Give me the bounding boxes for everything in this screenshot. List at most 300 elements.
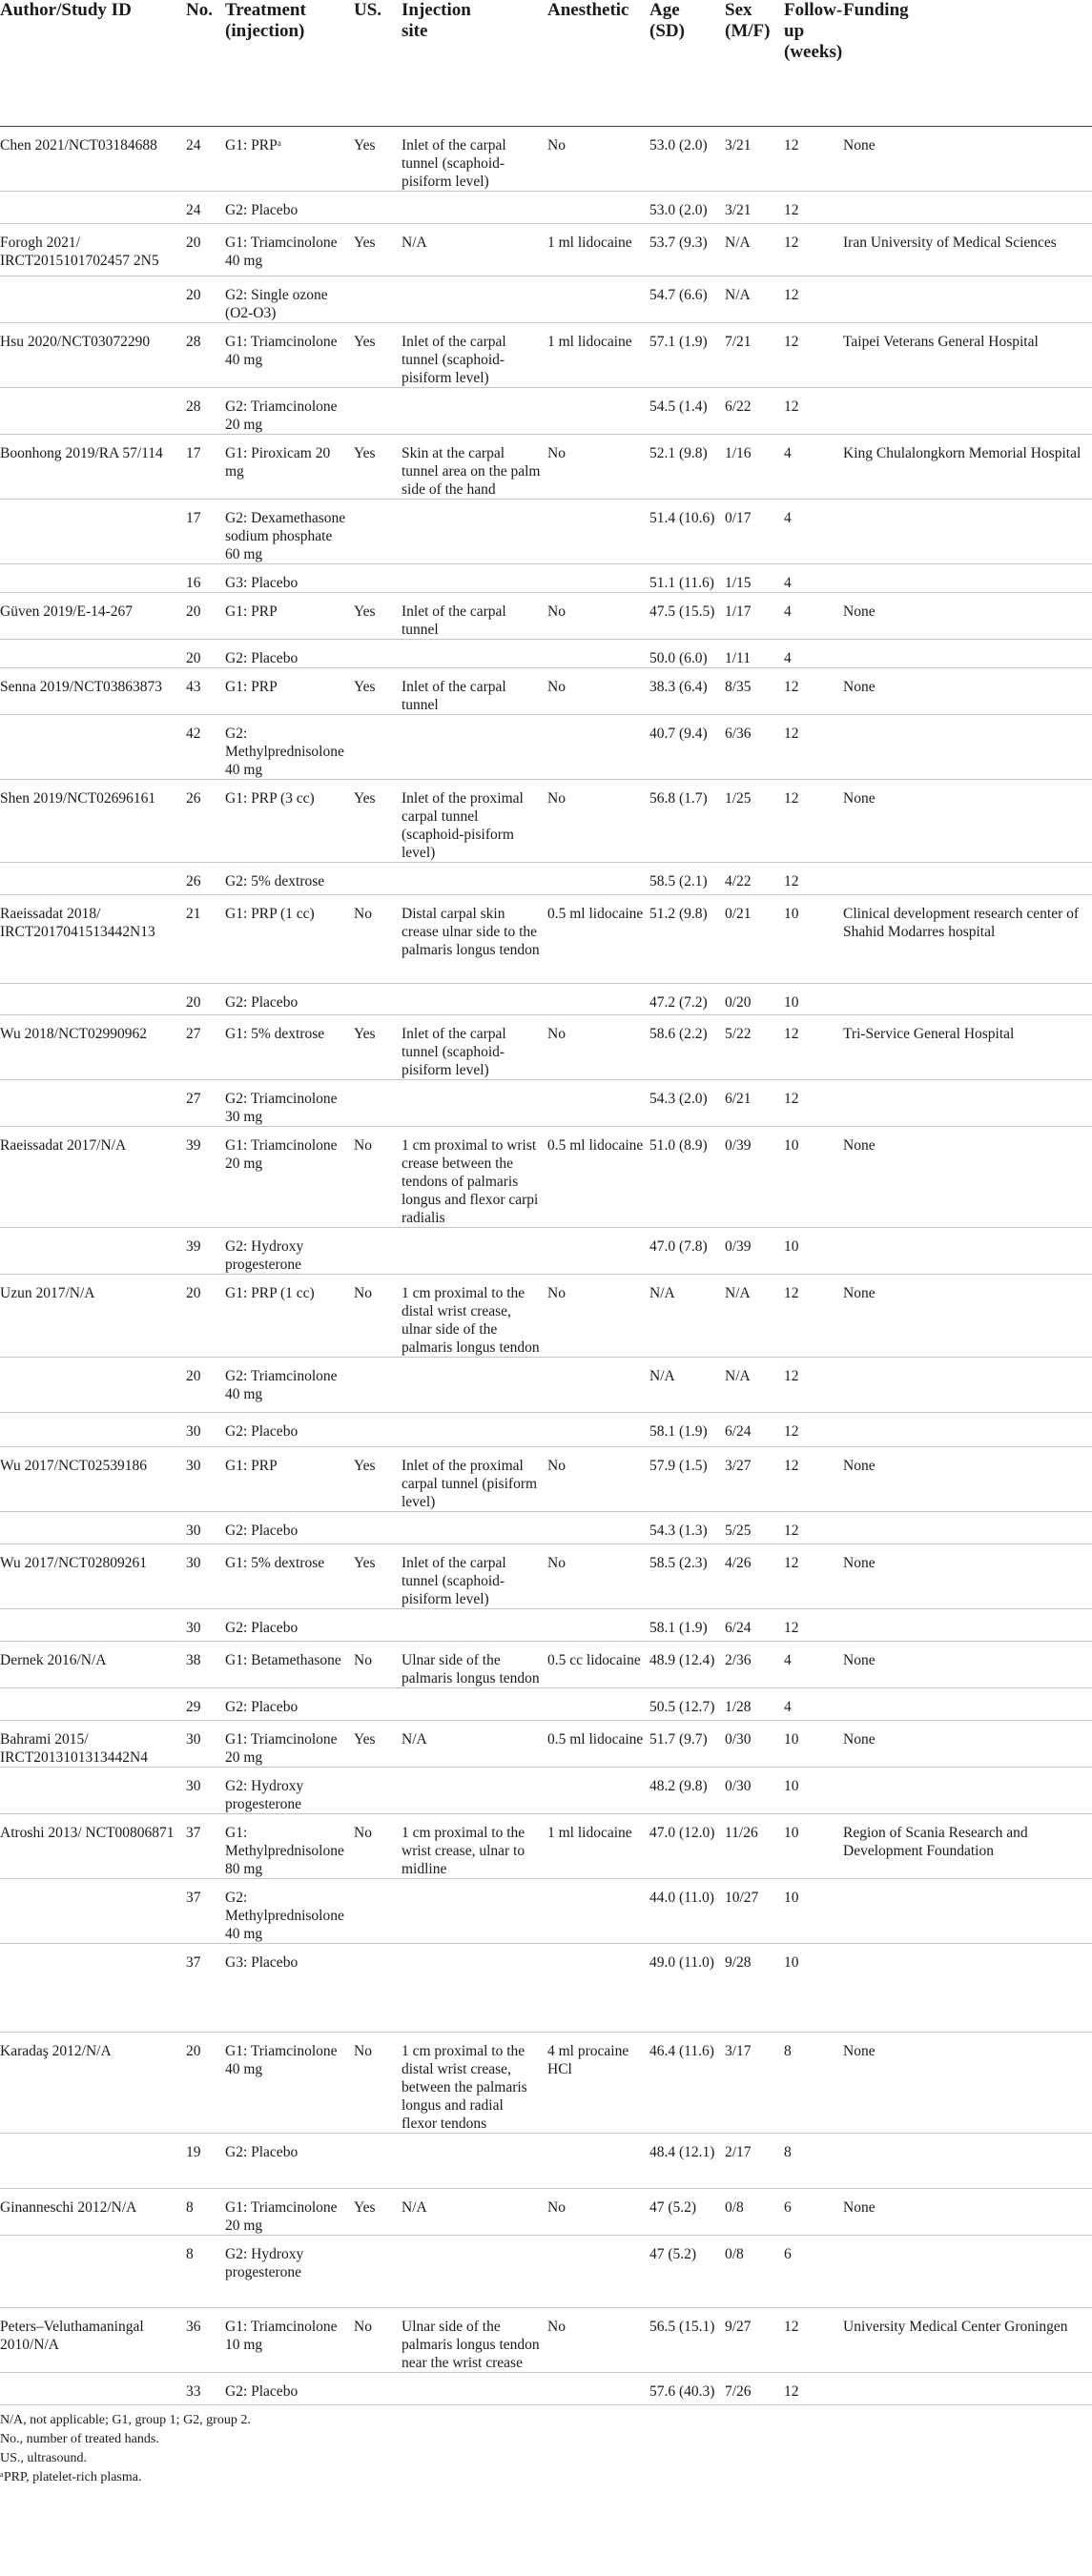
cell-ultrasound: Yes — [354, 780, 402, 863]
table-row — [0, 1447, 1092, 1512]
cell-age: 46.4 (11.6) — [649, 2033, 725, 2134]
cell-sex: 3/17 — [725, 2033, 784, 2134]
cell-follow-up: 8 — [784, 2134, 843, 2189]
cell-age: 58.1 (1.9) — [649, 1413, 725, 1447]
table-row — [0, 1358, 1092, 1413]
cell-anesthetic: No — [547, 1015, 649, 1080]
table-row — [0, 2236, 1092, 2308]
cell-treatment: G1: PRP — [225, 1447, 354, 1512]
cell-follow-up: 12 — [784, 1544, 843, 1609]
cell-author-study-id: Karadaş 2012/N/A — [0, 2033, 186, 2134]
table-row — [0, 1642, 1092, 1688]
cell-number: 20 — [186, 2033, 225, 2134]
cell-ultrasound: No — [354, 1642, 402, 1688]
cell-treatment: G2: Placebo — [225, 1609, 354, 1642]
cell-follow-up: 6 — [784, 2236, 843, 2308]
cell-follow-up: 12 — [784, 323, 843, 388]
cell-follow-up: 10 — [784, 1814, 843, 1879]
cell-funding: None — [843, 1127, 1092, 1228]
cell-injection-site — [402, 276, 547, 323]
cell-treatment: G2: Dexamethasone sodium phosphate 60 mg — [225, 500, 354, 564]
cell-author-study-id: Atroshi 2013/ NCT00806871 — [0, 1814, 186, 1879]
cell-number: 20 — [186, 276, 225, 323]
cell-injection-site — [402, 1228, 547, 1275]
cell-author-study-id: Boonhong 2019/RA 57/114 — [0, 435, 186, 500]
cell-age: 51.4 (10.6) — [649, 500, 725, 564]
table-row — [0, 127, 1092, 192]
cell-treatment: G2: Placebo — [225, 984, 354, 1015]
cell-author-study-id — [0, 1228, 186, 1275]
cell-injection-site — [402, 1609, 547, 1642]
cell-injection-site — [402, 2134, 547, 2189]
cell-sex: 5/25 — [725, 1512, 784, 1544]
cell-funding — [843, 192, 1092, 224]
cell-age: 57.1 (1.9) — [649, 323, 725, 388]
cell-ultrasound: Yes — [354, 435, 402, 500]
cell-age: 48.2 (9.8) — [649, 1768, 725, 1814]
cell-author-study-id — [0, 2373, 186, 2405]
table-row — [0, 388, 1092, 435]
cell-follow-up: 12 — [784, 1015, 843, 1080]
cell-follow-up: 4 — [784, 640, 843, 668]
cell-number: 39 — [186, 1228, 225, 1275]
cell-follow-up: 4 — [784, 593, 843, 640]
cell-funding — [843, 1228, 1092, 1275]
cell-anesthetic — [547, 1688, 649, 1721]
table-row — [0, 2033, 1092, 2134]
cell-age: 47.2 (7.2) — [649, 984, 725, 1015]
cell-ultrasound — [354, 1688, 402, 1721]
cell-injection-site — [402, 984, 547, 1015]
cell-injection-site: Distal carpal skin crease ulnar side to the palmaris longus tendon — [402, 895, 547, 984]
cell-sex: 6/22 — [725, 388, 784, 435]
cell-treatment: G2: Hydroxy progesterone — [225, 1768, 354, 1814]
cell-anesthetic: 0.5 ml lidocaine — [547, 1127, 649, 1228]
cell-treatment: G2: Placebo — [225, 640, 354, 668]
cell-ultrasound: Yes — [354, 127, 402, 192]
cell-sex: 3/21 — [725, 127, 784, 192]
cell-age: 52.1 (9.8) — [649, 435, 725, 500]
table-row — [0, 2373, 1092, 2405]
cell-injection-site: Inlet of the carpal tunnel — [402, 593, 547, 640]
cell-sex: 0/39 — [725, 1228, 784, 1275]
cell-funding: Tri-Service General Hospital — [843, 1015, 1092, 1080]
table-row — [0, 863, 1092, 895]
cell-funding — [843, 863, 1092, 895]
cell-follow-up: 12 — [784, 224, 843, 276]
table-header — [0, 0, 1092, 127]
cell-number: 30 — [186, 1768, 225, 1814]
cell-age: 48.4 (12.1) — [649, 2134, 725, 2189]
cell-treatment: G1: 5% dextrose — [225, 1015, 354, 1080]
cell-number: 30 — [186, 1609, 225, 1642]
table-row — [0, 593, 1092, 640]
cell-injection-site — [402, 1080, 547, 1127]
cell-author-study-id: Peters–Veluthamaningal 2010/N/A — [0, 2308, 186, 2373]
cell-number: 43 — [186, 668, 225, 715]
cell-anesthetic — [547, 715, 649, 780]
cell-author-study-id: Senna 2019/NCT03863873 — [0, 668, 186, 715]
cell-follow-up: 12 — [784, 192, 843, 224]
cell-follow-up: 12 — [784, 1080, 843, 1127]
cell-author-study-id: Wu 2017/NCT02539186 — [0, 1447, 186, 1512]
cell-ultrasound — [354, 984, 402, 1015]
cell-anesthetic — [547, 276, 649, 323]
cell-ultrasound: No — [354, 895, 402, 984]
table-row — [0, 435, 1092, 500]
cell-sex: 10/27 — [725, 1879, 784, 1944]
cell-number: 20 — [186, 1275, 225, 1358]
cell-author-study-id: Raeissadat 2018/ IRCT2017041513442N13 — [0, 895, 186, 984]
cell-funding — [843, 1768, 1092, 1814]
cell-age: 57.9 (1.5) — [649, 1447, 725, 1512]
cell-injection-site: Inlet of the carpal tunnel (scaphoid-pisiform level) — [402, 1015, 547, 1080]
cell-injection-site — [402, 564, 547, 593]
cell-anesthetic: 1 ml lidocaine — [547, 323, 649, 388]
cell-funding — [843, 1688, 1092, 1721]
cell-author-study-id — [0, 2134, 186, 2189]
cell-funding — [843, 2373, 1092, 2405]
cell-age: 49.0 (11.0) — [649, 1944, 725, 2033]
cell-treatment: G1: Piroxicam 20 mg — [225, 435, 354, 500]
cell-age: 54.3 (2.0) — [649, 1080, 725, 1127]
cell-funding: None — [843, 2189, 1092, 2236]
cell-funding — [843, 2236, 1092, 2308]
cell-treatment: G3: Placebo — [225, 564, 354, 593]
cell-number: 30 — [186, 1544, 225, 1609]
cell-injection-site: Ulnar side of the palmaris longus tendon near the wrist crease — [402, 2308, 547, 2373]
cell-injection-site — [402, 1879, 547, 1944]
footnote-prp: ᵃPRP, platelet-rich plasma. — [0, 2470, 142, 2484]
cell-funding: None — [843, 1642, 1092, 1688]
cell-number: 36 — [186, 2308, 225, 2373]
cell-sex: 9/28 — [725, 1944, 784, 2033]
table-row — [0, 2134, 1092, 2189]
cell-follow-up: 12 — [784, 780, 843, 863]
cell-sex: N/A — [725, 1275, 784, 1358]
table-row — [0, 1721, 1092, 1768]
cell-funding: None — [843, 2033, 1092, 2134]
cell-follow-up: 8 — [784, 2033, 843, 2134]
cell-author-study-id — [0, 500, 186, 564]
cell-anesthetic — [547, 1944, 649, 2033]
cell-sex: 4/22 — [725, 863, 784, 895]
cell-age: 38.3 (6.4) — [649, 668, 725, 715]
cell-author-study-id: Ginanneschi 2012/N/A — [0, 2189, 186, 2236]
cell-anesthetic — [547, 1768, 649, 1814]
cell-author-study-id — [0, 863, 186, 895]
table-row — [0, 2189, 1092, 2236]
cell-injection-site — [402, 715, 547, 780]
cell-ultrasound — [354, 1413, 402, 1447]
cell-follow-up: 6 — [784, 2189, 843, 2236]
cell-sex: 8/35 — [725, 668, 784, 715]
cell-anesthetic: No — [547, 127, 649, 192]
cell-sex: 11/26 — [725, 1814, 784, 1879]
cell-ultrasound — [354, 2373, 402, 2405]
cell-treatment: G1: Triamcinolone 40 mg — [225, 2033, 354, 2134]
cell-funding — [843, 1609, 1092, 1642]
cell-number: 20 — [186, 224, 225, 276]
cell-age: N/A — [649, 1275, 725, 1358]
cell-ultrasound: Yes — [354, 323, 402, 388]
cell-funding — [843, 1512, 1092, 1544]
cell-anesthetic — [547, 2373, 649, 2405]
cell-follow-up: 12 — [784, 863, 843, 895]
cell-funding — [843, 276, 1092, 323]
cell-author-study-id: Wu 2018/NCT02990962 — [0, 1015, 186, 1080]
cell-ultrasound — [354, 863, 402, 895]
cell-injection-site: Inlet of the carpal tunnel (scaphoid-pisiform level) — [402, 127, 547, 192]
cell-anesthetic: No — [547, 780, 649, 863]
cell-injection-site — [402, 2373, 547, 2405]
cell-age: 44.0 (11.0) — [649, 1879, 725, 1944]
cell-treatment: G1: PRP — [225, 593, 354, 640]
cell-ultrasound: Yes — [354, 1721, 402, 1768]
cell-funding — [843, 1358, 1092, 1413]
cell-age: 51.0 (8.9) — [649, 1127, 725, 1228]
cell-follow-up: 4 — [784, 500, 843, 564]
cell-funding: Taipei Veterans General Hospital — [843, 323, 1092, 388]
cell-injection-site — [402, 1768, 547, 1814]
cell-sex: 0/30 — [725, 1768, 784, 1814]
cell-ultrasound: No — [354, 1275, 402, 1358]
cell-author-study-id — [0, 1358, 186, 1413]
cell-funding — [843, 2134, 1092, 2189]
table-row — [0, 1814, 1092, 1879]
cell-number: 30 — [186, 1413, 225, 1447]
cell-sex: 0/30 — [725, 1721, 784, 1768]
cell-treatment: G1: Triamcinolone 40 mg — [225, 323, 354, 388]
cell-treatment: G1: PRP — [225, 668, 354, 715]
cell-injection-site: Inlet of the carpal tunnel — [402, 668, 547, 715]
cell-author-study-id: Chen 2021/NCT03184688 — [0, 127, 186, 192]
table-row — [0, 984, 1092, 1015]
cell-author-study-id — [0, 1413, 186, 1447]
cell-author-study-id: Dernek 2016/N/A — [0, 1642, 186, 1688]
cell-age: 48.9 (12.4) — [649, 1642, 725, 1688]
cell-injection-site: Skin at the carpal tunnel area on the palm side of the hand — [402, 435, 547, 500]
cell-funding — [843, 1879, 1092, 1944]
cell-funding — [843, 640, 1092, 668]
cell-number: 20 — [186, 640, 225, 668]
cell-ultrasound — [354, 715, 402, 780]
cell-number: 29 — [186, 1688, 225, 1721]
cell-treatment: G2: Triamcinolone 20 mg — [225, 388, 354, 435]
cell-sex: 6/36 — [725, 715, 784, 780]
cell-follow-up: 12 — [784, 668, 843, 715]
cell-sex: 9/27 — [725, 2308, 784, 2373]
cell-sex: 2/36 — [725, 1642, 784, 1688]
cell-anesthetic — [547, 500, 649, 564]
cell-sex: 0/20 — [725, 984, 784, 1015]
table-row — [0, 323, 1092, 388]
cell-treatment: G1: Triamcinolone 10 mg — [225, 2308, 354, 2373]
cell-sex: 6/24 — [725, 1609, 784, 1642]
table-row — [0, 1015, 1092, 1080]
cell-sex: 0/8 — [725, 2189, 784, 2236]
cell-follow-up: 12 — [784, 388, 843, 435]
table-row — [0, 1228, 1092, 1275]
cell-age: 58.6 (2.2) — [649, 1015, 725, 1080]
cell-follow-up: 10 — [784, 1768, 843, 1814]
cell-ultrasound: Yes — [354, 224, 402, 276]
cell-anesthetic: 0.5 ml lidocaine — [547, 1721, 649, 1768]
cell-injection-site — [402, 1358, 547, 1413]
table-row — [0, 1544, 1092, 1609]
cell-author-study-id — [0, 1768, 186, 1814]
cell-follow-up: 4 — [784, 1642, 843, 1688]
cell-anesthetic — [547, 984, 649, 1015]
cell-injection-site: Ulnar side of the palmaris longus tendon — [402, 1642, 547, 1688]
cell-follow-up: 10 — [784, 1228, 843, 1275]
cell-sex: 1/11 — [725, 640, 784, 668]
cell-injection-site — [402, 1944, 547, 2033]
cell-sex: 1/17 — [725, 593, 784, 640]
cell-funding: University Medical Center Groningen — [843, 2308, 1092, 2373]
cell-number: 30 — [186, 1721, 225, 1768]
column-header-follow-up: Follow- up (weeks) — [784, 0, 843, 127]
cell-funding — [843, 1080, 1092, 1127]
cell-treatment: G2: Triamcinolone 30 mg — [225, 1080, 354, 1127]
table-row — [0, 276, 1092, 323]
cell-number: 30 — [186, 1447, 225, 1512]
cell-author-study-id: Raeissadat 2017/N/A — [0, 1127, 186, 1228]
cell-funding: None — [843, 780, 1092, 863]
cell-anesthetic — [547, 1609, 649, 1642]
cell-author-study-id — [0, 276, 186, 323]
cell-author-study-id — [0, 564, 186, 593]
cell-author-study-id: Uzun 2017/N/A — [0, 1275, 186, 1358]
cell-treatment: G2: Hydroxy progesterone — [225, 1228, 354, 1275]
table-row — [0, 1512, 1092, 1544]
cell-sex: 0/8 — [725, 2236, 784, 2308]
cell-follow-up: 10 — [784, 1944, 843, 2033]
cell-number: 33 — [186, 2373, 225, 2405]
cell-ultrasound — [354, 1080, 402, 1127]
cell-number: 8 — [186, 2236, 225, 2308]
cell-sex: 0/21 — [725, 895, 784, 984]
cell-sex: 6/24 — [725, 1413, 784, 1447]
cell-ultrasound: No — [354, 1127, 402, 1228]
cell-funding: None — [843, 1544, 1092, 1609]
cell-follow-up: 4 — [784, 1688, 843, 1721]
cell-treatment: G1: 5% dextrose — [225, 1544, 354, 1609]
cell-sex: 0/39 — [725, 1127, 784, 1228]
cell-injection-site: Inlet of the carpal tunnel (scaphoid-pisiform level) — [402, 323, 547, 388]
cell-injection-site — [402, 500, 547, 564]
cell-age: 57.6 (40.3) — [649, 2373, 725, 2405]
cell-injection-site: Inlet of the proximal carpal tunnel (scaphoid-pisiform level) — [402, 780, 547, 863]
cell-age: 47.5 (15.5) — [649, 593, 725, 640]
cell-ultrasound — [354, 2236, 402, 2308]
table-row — [0, 1127, 1092, 1228]
cell-treatment: G2: Placebo — [225, 1688, 354, 1721]
cell-sex: 1/15 — [725, 564, 784, 593]
cell-ultrasound: Yes — [354, 1447, 402, 1512]
cell-ultrasound — [354, 1879, 402, 1944]
cell-injection-site — [402, 1688, 547, 1721]
cell-follow-up: 10 — [784, 895, 843, 984]
cell-number: 28 — [186, 323, 225, 388]
cell-funding — [843, 1413, 1092, 1447]
cell-funding: None — [843, 127, 1092, 192]
cell-follow-up: 4 — [784, 564, 843, 593]
table-row — [0, 224, 1092, 276]
cell-injection-site: 1 cm proximal to wrist crease between the tendons of palmaris longus and flexor carpi radialis — [402, 1127, 547, 1228]
cell-author-study-id — [0, 1609, 186, 1642]
cell-ultrasound — [354, 1358, 402, 1413]
cell-ultrasound — [354, 1228, 402, 1275]
cell-age: 53.0 (2.0) — [649, 127, 725, 192]
cell-sex: 3/21 — [725, 192, 784, 224]
cell-age: 56.5 (15.1) — [649, 2308, 725, 2373]
table-footnotes — [0, 2405, 1092, 2488]
cell-author-study-id — [0, 1512, 186, 1544]
cell-age: 58.5 (2.1) — [649, 863, 725, 895]
cell-age: 54.3 (1.3) — [649, 1512, 725, 1544]
cell-age: 54.7 (6.6) — [649, 276, 725, 323]
cell-follow-up: 12 — [784, 1413, 843, 1447]
cell-ultrasound — [354, 1512, 402, 1544]
table-body — [0, 127, 1092, 2405]
cell-age: 58.5 (2.3) — [649, 1544, 725, 1609]
cell-number: 19 — [186, 2134, 225, 2189]
cell-age: 47.0 (12.0) — [649, 1814, 725, 1879]
cell-age: 58.1 (1.9) — [649, 1609, 725, 1642]
table-row — [0, 715, 1092, 780]
cell-treatment: G2: Placebo — [225, 1413, 354, 1447]
table-row — [0, 1879, 1092, 1944]
column-header-ultrasound: US. — [354, 0, 402, 127]
cell-number: 27 — [186, 1015, 225, 1080]
column-header-injection-site: Injection site — [402, 0, 547, 127]
cell-injection-site — [402, 388, 547, 435]
cell-number: 20 — [186, 984, 225, 1015]
cell-age: 47 (5.2) — [649, 2189, 725, 2236]
cell-ultrasound: Yes — [354, 668, 402, 715]
cell-author-study-id — [0, 388, 186, 435]
cell-author-study-id: Wu 2017/NCT02809261 — [0, 1544, 186, 1609]
cell-treatment: G2: Hydroxy progesterone — [225, 2236, 354, 2308]
cell-ultrasound: No — [354, 2033, 402, 2134]
cell-number: 21 — [186, 895, 225, 984]
footnote-abbreviations: N/A, not applicable; G1, group 1; G2, group 2. — [0, 2413, 251, 2427]
cell-age: 47.0 (7.8) — [649, 1228, 725, 1275]
header-row — [0, 0, 1092, 127]
cell-follow-up: 12 — [784, 2308, 843, 2373]
cell-number: 16 — [186, 564, 225, 593]
cell-age: 53.7 (9.3) — [649, 224, 725, 276]
cell-age: 53.0 (2.0) — [649, 192, 725, 224]
table-row — [0, 1688, 1092, 1721]
cell-ultrasound — [354, 1609, 402, 1642]
cell-sex: 4/26 — [725, 1544, 784, 1609]
cell-injection-site — [402, 1512, 547, 1544]
cell-number: 26 — [186, 780, 225, 863]
cell-ultrasound — [354, 1944, 402, 2033]
column-header-anesthetic: Anesthetic — [547, 0, 649, 127]
cell-ultrasound — [354, 1768, 402, 1814]
cell-author-study-id: Bahrami 2015/ IRCT2013101313442N4 — [0, 1721, 186, 1768]
cell-anesthetic: No — [547, 668, 649, 715]
cell-anesthetic: 0.5 ml lidocaine — [547, 895, 649, 984]
cell-treatment: G2: Methylprednisolone 40 mg — [225, 1879, 354, 1944]
cell-treatment: G2: Placebo — [225, 2373, 354, 2405]
cell-age: 51.7 (9.7) — [649, 1721, 725, 1768]
cell-injection-site: Inlet of the proximal carpal tunnel (pisiform level) — [402, 1447, 547, 1512]
cell-treatment: G1: Triamcinolone 20 mg — [225, 2189, 354, 2236]
